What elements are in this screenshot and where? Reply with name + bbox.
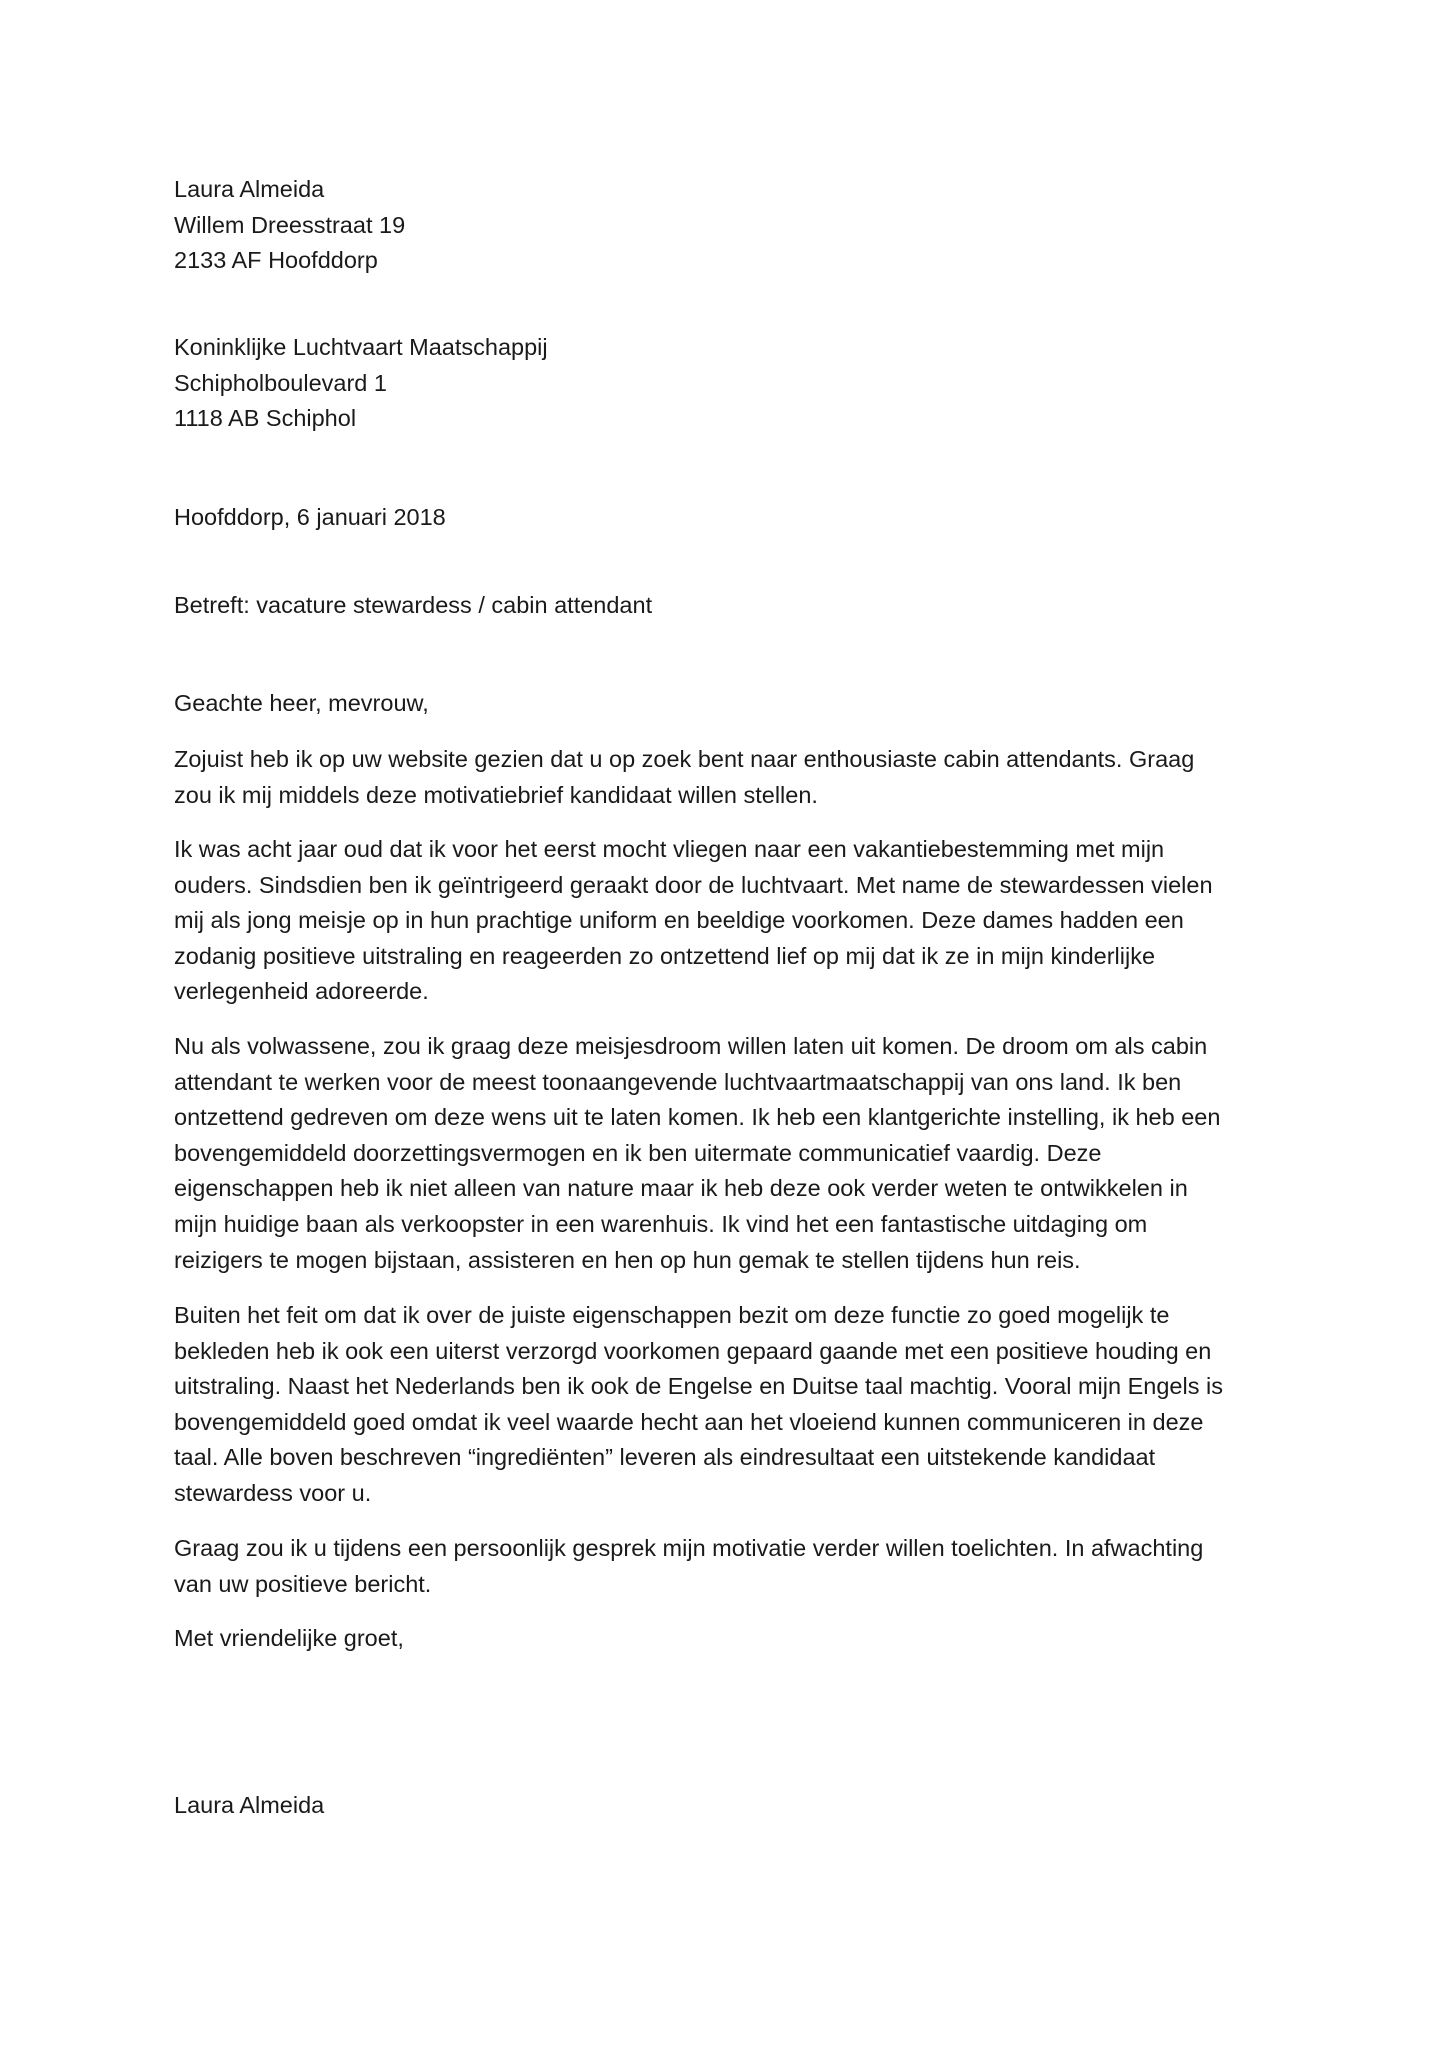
recipient-city: 1118 AB Schiphol xyxy=(174,405,357,432)
salutation: Geachte heer, mevrouw, xyxy=(174,690,429,716)
paragraph-line: Zojuist heb ik op uw website gezien dat u op zoek bent naar enthousiaste cabin attendants. Graag xyxy=(174,746,1195,772)
paragraph-line: mijn huidige baan als verkoopster in een warenhuis. Ik vind het een fantastische uitdaging om xyxy=(174,1210,1148,1237)
recipient-street: Schipholboulevard 1 xyxy=(174,369,387,396)
paragraph-line: taal. Alle boven beschreven “ingrediënten” leveren als eindresultaat een uitstekende kandidaat xyxy=(174,1444,1156,1471)
paragraph-line: ouders. Sindsdien ben ik geïntrigeerd geraakt door de luchtvaart. Met name de stewardessen vielen xyxy=(174,871,1213,898)
sender-city: 2133 AF Hoofddorp xyxy=(174,247,378,274)
paragraph-line: uitstraling. Naast het Nederlands ben ik ook de Engelse en Duitse taal machtig. Vooral mijn Engels is xyxy=(174,1373,1223,1400)
paragraph-2 xyxy=(174,832,1292,1010)
paragraph-line: verlegenheid adoreerde. xyxy=(174,978,429,1005)
paragraph-line: zou ik mij middels deze motivatiebrief kandidaat willen stellen. xyxy=(174,781,818,808)
paragraph-line: eigenschappen heb ik niet alleen van nature maar ik heb deze ook verder weten te ontwikkelen in xyxy=(174,1175,1188,1202)
subject-line: Betreft: vacature stewardess / cabin attendant xyxy=(174,592,653,618)
paragraph-line: ontzettend gedreven om deze wens uit te laten komen. Ik heb een klantgerichte instelling, ik heb een xyxy=(174,1104,1221,1131)
sender-name: Laura Almeida xyxy=(174,176,325,202)
paragraph-line: zodanig positieve uitstraling en reageerden zo ontzettend lief op mij dat ik ze in mijn kinderlijke xyxy=(174,942,1156,969)
recipient-address xyxy=(174,330,1292,437)
recipient-company: Koninklijke Luchtvaart Maatschappij xyxy=(174,334,548,360)
place-date: Hoofddorp, 6 januari 2018 xyxy=(174,504,446,530)
signature-name: Laura Almeida xyxy=(174,1792,325,1818)
closing: Met vriendelijke groet, xyxy=(174,1625,404,1651)
sender-address xyxy=(174,172,1292,279)
paragraph-line: Buiten het feit om dat ik over de juiste eigenschappen bezit om deze functie zo goed mogelijk te xyxy=(174,1302,1170,1328)
sender-street: Willem Dreesstraat 19 xyxy=(174,211,406,238)
paragraph-line: attendant te werken voor de meest toonaangevende luchtvaartmaatschappij van ons land. Ik ben xyxy=(174,1068,1182,1095)
paragraph-4 xyxy=(174,1298,1292,1512)
paragraph-line: Graag zou ik u tijdens een persoonlijk gesprek mijn motivatie verder willen toelichten. In afwachting xyxy=(174,1535,1204,1561)
paragraph-line: Nu als volwassene, zou ik graag deze meisjesdroom willen laten uit komen. De droom om als cabin xyxy=(174,1033,1208,1059)
paragraph-line: bovengemiddeld goed omdat ik veel waarde hecht aan het vloeiend kunnen communiceren in deze xyxy=(174,1408,1204,1435)
paragraph-1 xyxy=(174,742,1292,813)
paragraph-line: van uw positieve bericht. xyxy=(174,1570,432,1597)
paragraph-3 xyxy=(174,1029,1292,1278)
paragraph-line: stewardess voor u. xyxy=(174,1479,372,1506)
paragraph-line: Ik was acht jaar oud dat ik voor het eerst mocht vliegen naar een vakantiebestemming met mijn xyxy=(174,836,1165,862)
paragraph-line: bekleden heb ik ook een uiterst verzorgd voorkomen gepaard gaande met een positieve houding en xyxy=(174,1337,1212,1364)
paragraph-line: mij als jong meisje op in hun prachtige uniform en beeldige voorkomen. Deze dames hadden een xyxy=(174,907,1184,934)
paragraph-line: bovengemiddeld doorzettingsvermogen en ik ben uitermate communicatief vaardig. Deze xyxy=(174,1139,1102,1166)
paragraph-line: reizigers te mogen bijstaan, assisteren en hen op hun gemak te stellen tijdens hun reis. xyxy=(174,1246,1081,1273)
paragraph-5 xyxy=(174,1531,1292,1602)
